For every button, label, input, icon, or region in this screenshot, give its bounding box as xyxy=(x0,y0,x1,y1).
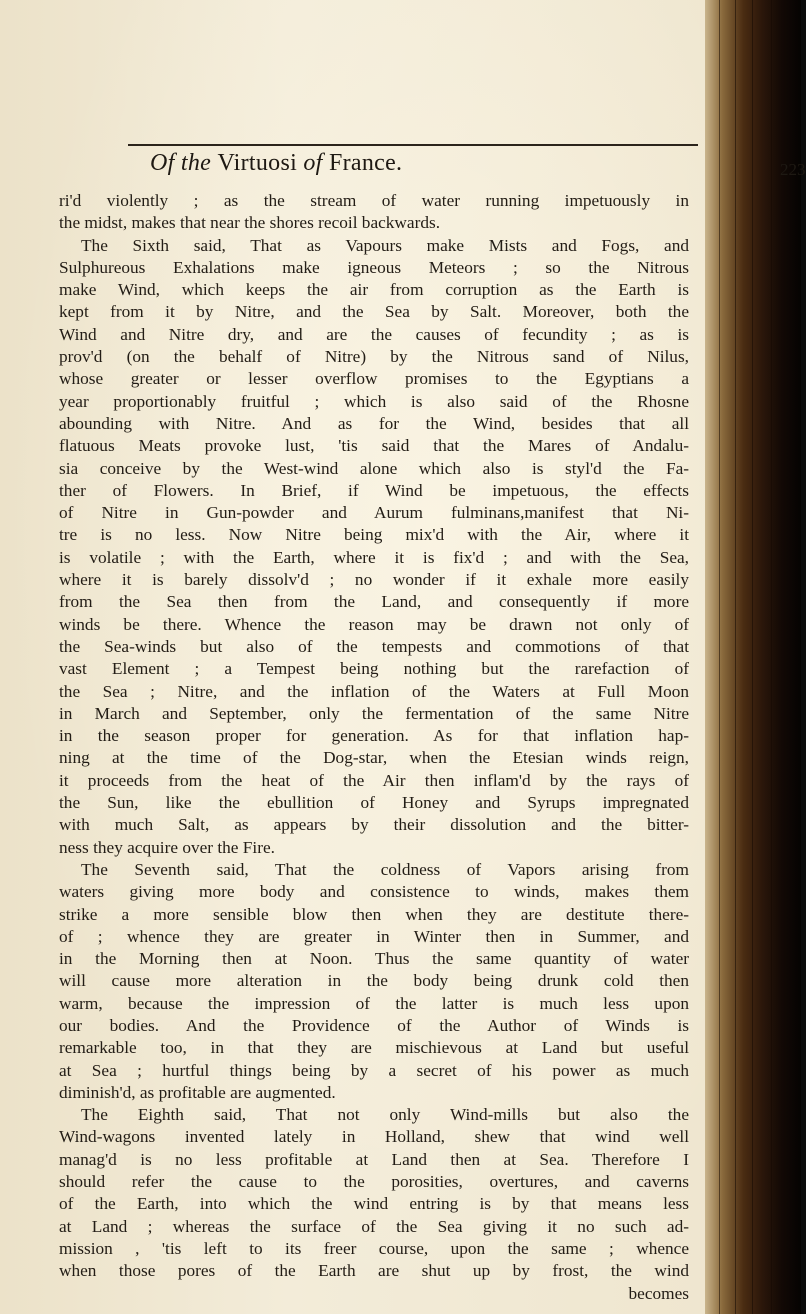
text-line: warm, because the impression of the latter is much less upon xyxy=(59,993,689,1013)
catchword: becomes xyxy=(628,1283,689,1303)
text-line: prov'd (on the behalf of Nitre) by the Nitrous sand of Nilus, xyxy=(59,347,689,367)
text-line: Wind and Nitre dry, and are the causes of fecundity ; as is xyxy=(59,324,689,344)
text-line: Sulphureous Exhalations make igneous Meteors ; so the Nitrous xyxy=(59,257,689,277)
text-line: of Nitre in Gun-powder and Aurum fulminans,manifest that Ni- xyxy=(59,503,689,523)
text-line: the Sea-winds but also of the tempests and commotions of that xyxy=(59,636,689,656)
text-line: at Land ; whereas the surface of the Sea giving it no such ad- xyxy=(59,1216,689,1236)
text-line: of ; whence they are greater in Winter then in Summer, and xyxy=(59,926,689,946)
text-line: will cause more alteration in the body being drunk cold then xyxy=(59,971,689,991)
page-number: 223 xyxy=(780,160,806,179)
text-line: in the season proper for generation. As for that inflation hap- xyxy=(59,726,689,746)
text-line: ri'd violently ; as the stream of water running impetuously in xyxy=(59,191,689,210)
gutter-edge-line xyxy=(752,0,753,1314)
text-line: where it is barely dissolv'd ; no wonder if it exhale more easily xyxy=(59,570,689,590)
text-line: flatuous Meats provoke lust, 'tis said that the Mares of Andalu- xyxy=(59,436,689,456)
body-text xyxy=(59,190,689,1305)
text-line: from the Sea then from the Land, and consequently if more xyxy=(59,592,689,612)
text-line: at Sea ; hurtful things being by a secret of his power as much xyxy=(59,1060,689,1080)
text-line: The Seventh said, That the coldness of Vapors arising from xyxy=(81,859,689,879)
text-line: strike a more sensible blow then when they are destitute there- xyxy=(59,904,689,924)
text-line: mission , 'tis left to its freer course, upon the same ; whence xyxy=(59,1238,689,1258)
text-line: the Sea ; Nitre, and the inflation of the Waters at Full Moon xyxy=(59,681,689,701)
text-line: tre is no less. Now Nitre being mix'd with the Air, where it xyxy=(59,525,689,545)
text-line: manag'd is no less profitable at Land then at Sea. Therefore I xyxy=(59,1149,689,1169)
text-line: ning at the time of the Dog-star, when the Etesian winds reign, xyxy=(59,748,689,768)
page-header xyxy=(128,150,806,188)
text-line: when those pores of the Earth are shut up by frost, the wind xyxy=(59,1261,689,1281)
text-line: our bodies. And the Providence of the Author of Winds is xyxy=(59,1015,689,1035)
text-line: of the Earth, into which the wind entring is by that means less xyxy=(59,1194,689,1214)
text-line: in March and September, only the fermentation of the same Nitre xyxy=(59,703,689,723)
text-line: winds be there. Whence the reason may be drawn not only of xyxy=(59,614,689,634)
text-line: The Eighth said, That not only Wind-mills but also the xyxy=(81,1105,689,1125)
running-head: Of the Virtuosi of France. xyxy=(150,150,403,176)
text-line: abounding with Nitre. And as for the Wind, besides that all xyxy=(59,413,689,433)
text-line: whose greater or lesser overflow promises to the Egyptians a xyxy=(59,369,689,389)
text-line: Wind-wagons invented lately in Holland, shew that wind well xyxy=(59,1127,689,1147)
text-line: sia conceive by the West-wind alone which also is styl'd the Fa- xyxy=(59,458,689,478)
text-line: remarkable too, in that they are mischievous at Land but useful xyxy=(59,1038,689,1058)
text-line: year proportionably fruitful ; which is also said of the Rhosne xyxy=(59,391,689,411)
text-line: The Sixth said, That as Vapours make Mists and Fogs, and xyxy=(81,235,689,255)
text-line: kept from it by Nitre, and the Sea by Salt. Moreover, both the xyxy=(59,302,689,322)
gutter-edge-line xyxy=(771,0,772,1314)
text-line: waters giving more body and consistence to winds, makes them xyxy=(59,882,689,902)
text-line: should refer the cause to the porosities, overtures, and caverns xyxy=(59,1172,689,1192)
text-line: ness they acquire over the Fire. xyxy=(59,837,275,857)
text-line: it proceeds from the heat of the Air then inflam'd by the rays of xyxy=(59,770,689,790)
text-line: the Sun, like the ebullition of Honey and Syrups impregnated xyxy=(59,793,689,813)
text-line: vast Element ; a Tempest being nothing but the rarefaction of xyxy=(59,659,689,679)
text-line: with much Salt, as appears by their dissolution and the bitter- xyxy=(59,815,689,835)
gutter-edge-line xyxy=(735,0,736,1314)
book-gutter xyxy=(705,0,801,1314)
text-line: ther of Flowers. In Brief, if Wind be impetuous, the effects xyxy=(59,480,689,500)
text-line: is volatile ; with the Earth, where it is fix'd ; and with the Sea, xyxy=(59,547,689,567)
text-line: the midst, makes that near the shores recoil backwards. xyxy=(59,213,441,233)
text-line: make Wind, which keeps the air from corruption as the Earth is xyxy=(59,280,689,300)
header-rule xyxy=(128,144,698,146)
text-line: diminish'd, as profitable are augmented. xyxy=(59,1082,336,1102)
text-line: in the Morning then at Noon. Thus the same quantity of water xyxy=(59,949,689,969)
gutter-edge-line xyxy=(719,0,720,1314)
